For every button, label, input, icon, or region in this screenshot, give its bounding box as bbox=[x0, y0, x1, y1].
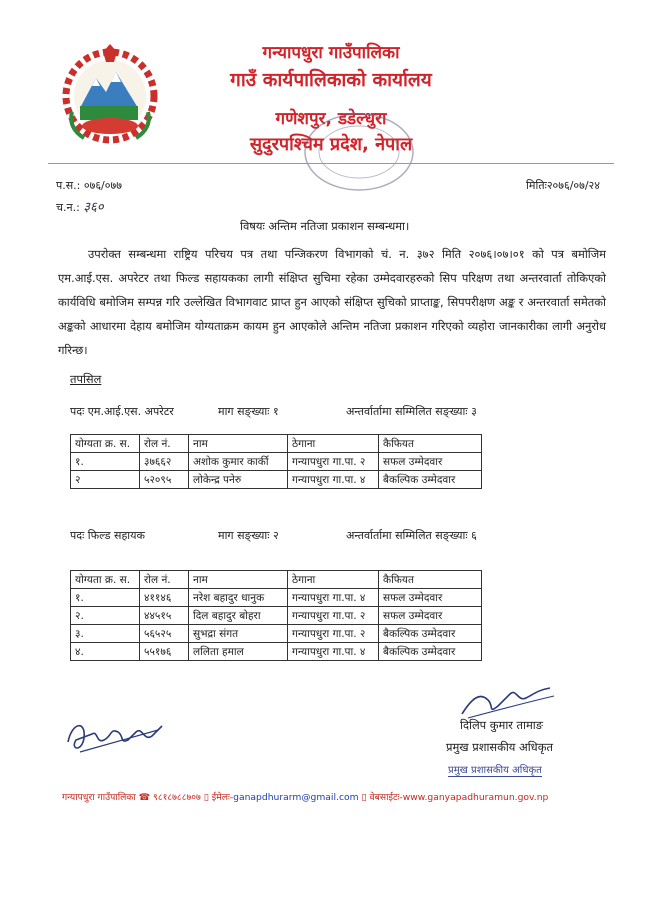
table-cell: ४. bbox=[71, 643, 140, 661]
footer-email-link[interactable]: ganapdhurarm@gmail.com bbox=[233, 792, 359, 803]
header-cell: योग्यता क्र. स. bbox=[71, 435, 140, 453]
footer-website-link[interactable]: www.ganyapadhuramun.gov.np bbox=[402, 792, 549, 803]
office-seal-stamp bbox=[300, 108, 418, 196]
letter-subject: विषयः अन्तिम नतिजा प्रकाशन सम्बन्धमा। bbox=[240, 219, 410, 233]
table-cell: बैकल्पिक उम्मेदवार bbox=[379, 643, 482, 661]
table-cell: सफल उम्मेदवार bbox=[379, 589, 482, 607]
table-cell: ३. bbox=[71, 625, 140, 643]
header-cell: योग्यता क्र. स. bbox=[71, 571, 140, 589]
table-cell: ५५१७६ bbox=[140, 643, 189, 661]
table-header-row bbox=[71, 435, 482, 453]
separator-icon: ▯ bbox=[203, 792, 209, 803]
signature-icon bbox=[458, 680, 558, 722]
table-cell: २. bbox=[71, 607, 140, 625]
footer-website-label: वेबसाईटः- bbox=[369, 792, 403, 803]
office-address-line: गणेशपुर, डडेल्धुरा bbox=[275, 109, 387, 129]
table-cell: अशोक कुमार कार्की bbox=[189, 453, 288, 471]
header-cell: रोल नं. bbox=[140, 435, 189, 453]
section2-post: पदः फिल्ड सहायक bbox=[70, 529, 145, 542]
section1-interview-count: अन्तर्वार्तामा सम्मिलित सङ्ख्याः ३ bbox=[346, 405, 477, 418]
dispatch-number: च.न.: ३६० bbox=[56, 200, 104, 215]
table-cell: ४४५१५ bbox=[140, 607, 189, 625]
header-cell: ठेगाना bbox=[288, 571, 379, 589]
table-row bbox=[71, 453, 482, 471]
header-cell: नाम bbox=[189, 571, 288, 589]
table-cell: ४११४६ bbox=[140, 589, 189, 607]
signatory-name: दिलिप कुमार तामाङ bbox=[460, 718, 544, 732]
office-name-line1: गन्यापधुरा गाउँपालिका bbox=[262, 43, 400, 63]
table-cell: नरेश बहादुर धानुक bbox=[189, 589, 288, 607]
table-cell: गन्यापधुरा गा.पा. २ bbox=[288, 607, 379, 625]
table-cell: गन्यापधुरा गा.पा. ४ bbox=[288, 643, 379, 661]
table-cell: दिल बहादुर बोहरा bbox=[189, 607, 288, 625]
table-cell: ३७६६२ bbox=[140, 453, 189, 471]
footer-contact-line bbox=[62, 790, 607, 803]
table-cell: लोकेन्द्र पनेरु bbox=[189, 471, 288, 489]
section2-interview-count: अन्तर्वार्तामा सम्मिलित सङ्ख्याः ६ bbox=[346, 529, 477, 542]
table-cell: १. bbox=[71, 453, 140, 471]
letter-date: मितिः२०७६/०७/२४ bbox=[526, 179, 600, 192]
reference-number: प.स.: ०७६/०७७ bbox=[56, 179, 122, 192]
table-row bbox=[71, 607, 482, 625]
section2-demand: माग सङ्ख्याः २ bbox=[218, 529, 279, 542]
table-cell: गन्यापधुरा गा.पा. ४ bbox=[288, 471, 379, 489]
office-name-line2: गाउँ कार्यपालिकाको कार्यालय bbox=[230, 69, 432, 91]
table-cell: सफल उम्मेदवार bbox=[379, 453, 482, 471]
header-cell: ठेगाना bbox=[288, 435, 379, 453]
header-cell: कैफियत bbox=[379, 571, 482, 589]
table-cell: १. bbox=[71, 589, 140, 607]
signatory-title: प्रमुख प्रशासकीय अधिकृत bbox=[446, 740, 553, 754]
table-cell: गन्यापधुरा गा.पा. २ bbox=[288, 625, 379, 643]
phone-icon: ☎ bbox=[138, 792, 151, 803]
designation-stamp: प्रमुख प्रशासकीय अधिकृत bbox=[448, 762, 542, 777]
section2-results-table bbox=[70, 570, 482, 661]
section1-results-table bbox=[70, 434, 482, 489]
table-cell: गन्यापधुरा गा.पा. ४ bbox=[288, 589, 379, 607]
table-cell: सुभद्रा संगत bbox=[189, 625, 288, 643]
header-cell: कैफियत bbox=[379, 435, 482, 453]
table-cell: २ bbox=[71, 471, 140, 489]
table-cell: ५६५२५ bbox=[140, 625, 189, 643]
initials-signature-icon bbox=[62, 712, 170, 760]
table-cell: सफल उम्मेदवार bbox=[379, 607, 482, 625]
separator-icon: ▯ bbox=[361, 792, 367, 803]
table-row bbox=[71, 589, 482, 607]
table-cell: ५२०९५ bbox=[140, 471, 189, 489]
table-header-row bbox=[71, 571, 482, 589]
details-heading: तपसिल bbox=[70, 372, 102, 386]
table-cell: बैकल्पिक उम्मेदवार bbox=[379, 625, 482, 643]
section1-post: पदः एम.आई.एस. अपरेटर bbox=[70, 405, 174, 418]
table-row bbox=[71, 625, 482, 643]
table-row bbox=[71, 471, 482, 489]
table-row bbox=[71, 643, 482, 661]
section1-demand: माग सङ्ख्याः १ bbox=[218, 405, 279, 418]
footer-phone: ९८१८७८८७०७ bbox=[153, 792, 201, 803]
footer-office-name: गन्यापधुरा गाउँपालिका bbox=[62, 792, 136, 803]
table-cell: बैकल्पिक उम्मेदवार bbox=[379, 471, 482, 489]
letter-body: उपरोक्त सम्बन्धमा राष्ट्रिय परिचय पत्र तथा पन्जिकरण विभागको चं. न. ३७२ मिति २०७६।०७।०१ को पत्र बमोजिम एम.आई.एस. अपरेटर तथा फिल्ड सहायकका लागी संक्षिप्त सुचिमा रहेका उम्मेदवारहरुको सिप परिक्षण तथा अन्तरवार्ता तोकिएको कार्यविधि बमोजिम सम्पन्न गरि उल्लेखित विभागवाट प्राप्त हुन आएको संक्षिप्त सुचिको प्राप्ताङ्क, सिपपरीक्षण अङ्क र अन्तरवार्ता समेतको अङ्कको आधारमा देहाय बमोजिम योग्यताक्रम कायम हुन आएकोले अन्तिम नतिजा प्रकाशन गरिएको व्यहोरा जानकारीका लागी अनुरोध गरिन्छ। bbox=[58, 247, 606, 357]
footer-email-label: ईमेलः- bbox=[211, 792, 234, 803]
header-cell: नाम bbox=[189, 435, 288, 453]
header-cell: रोल नं. bbox=[140, 571, 189, 589]
table-cell: ललिता हमाल bbox=[189, 643, 288, 661]
province-line: सुदुरपश्चिम प्रदेश, नेपाल bbox=[249, 134, 413, 155]
table-cell: गन्यापधुरा गा.पा. २ bbox=[288, 453, 379, 471]
header-divider bbox=[48, 163, 614, 164]
